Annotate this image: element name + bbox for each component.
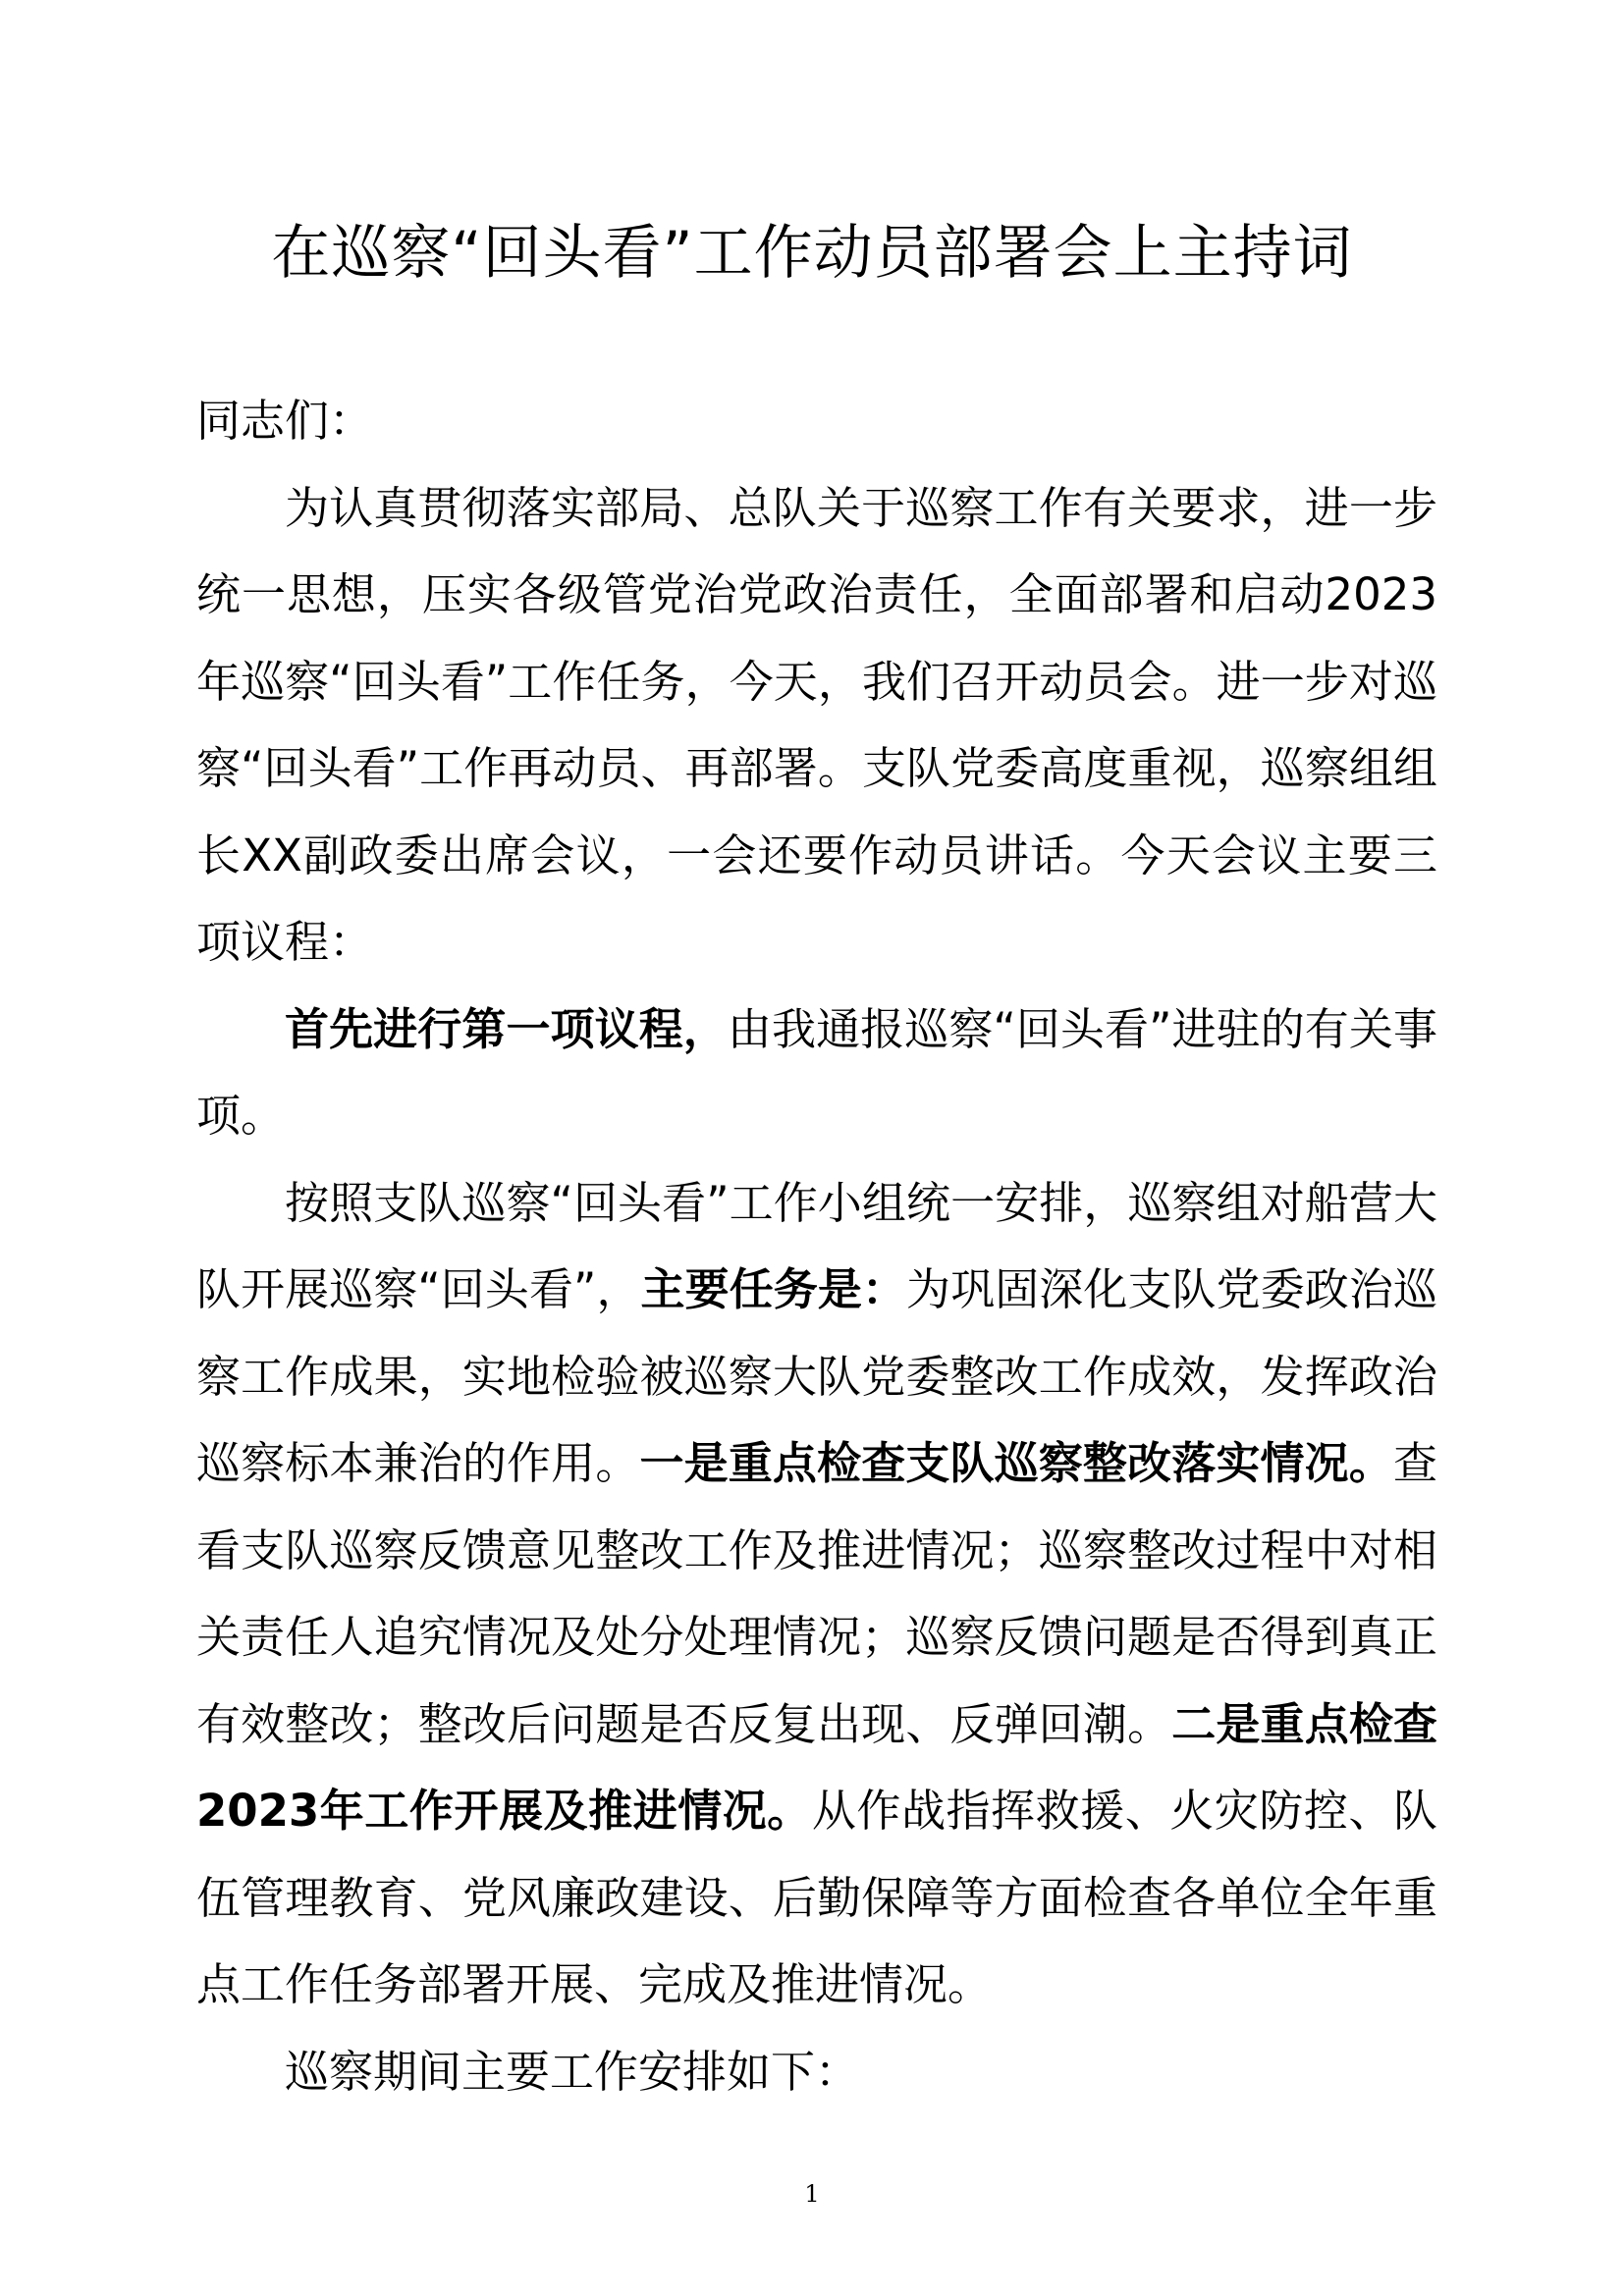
paragraph-tasks <box>196 1160 1437 2029</box>
paragraph-emphasis: 一是重点检查支队巡察整改落实情况。 <box>639 1437 1393 1489</box>
page-number: 1 <box>804 2180 820 2208</box>
paragraph-text: 巡察期间主要工作安排如下： <box>285 2045 860 2098</box>
paragraph-emphasis: 主要任务是： <box>640 1263 907 1315</box>
paragraph-agenda-one <box>196 987 1437 1160</box>
paragraph-text: 从作战指挥救援、火灾防控、队伍管理教育、党风廉政建设、后勤保障等方面检查各单位全年重点工作任务部署开展、完成及推进情况。 <box>196 1785 1437 2010</box>
paragraph-arrangement <box>196 2029 1437 2116</box>
paragraph-text: 为认真贯彻落实部局、总队关于巡察工作有关要求，进一步统一思想，压实各级管党治党政治责任，全面部署和启动2023年巡察“回头看”工作任务，今天，我们召开动员会。进一步对巡察“回头看”工作再动员、再部署。支队党委高度重视，巡察组组长XX副政委出席会议，一会还要作动员讲话。今天会议主要三项议程： <box>196 481 1437 968</box>
paragraph-emphasis: 首先进行第一项议程， <box>285 1002 728 1055</box>
document-body <box>196 378 1437 2115</box>
salutation: 同志们： <box>196 395 374 447</box>
paragraph-text: 查看支队巡察反馈意见整改工作及推进情况；巡察整改过程中对相关责任人追究情况及处分处理情况；巡察反馈问题是否得到真正有效整改；整改后问题是否反复出现、反弹回潮。 <box>196 1437 1437 1750</box>
paragraph-text: 由我通报巡察“回头看”进驻的有关事项。 <box>196 1002 1437 1142</box>
paragraph-intro <box>196 465 1437 987</box>
document-title: 在巡察“回头看”工作动员部署会上主持词 <box>271 219 1353 288</box>
paragraph-text: 为巩固深化支队党委政治巡察工作成果，实地检验被巡察大队党委整改工作成效，发挥政治巡察标本兼治的作用。 <box>196 1263 1437 1489</box>
paragraph-emphasis: 二是重点检查2023年工作开展及推进情况。 <box>196 1697 1437 1837</box>
paragraph-text: 按照支队巡察“回头看”工作小组统一安排，巡察组对船营大队开展巡察“回头看”， <box>196 1176 1437 1315</box>
